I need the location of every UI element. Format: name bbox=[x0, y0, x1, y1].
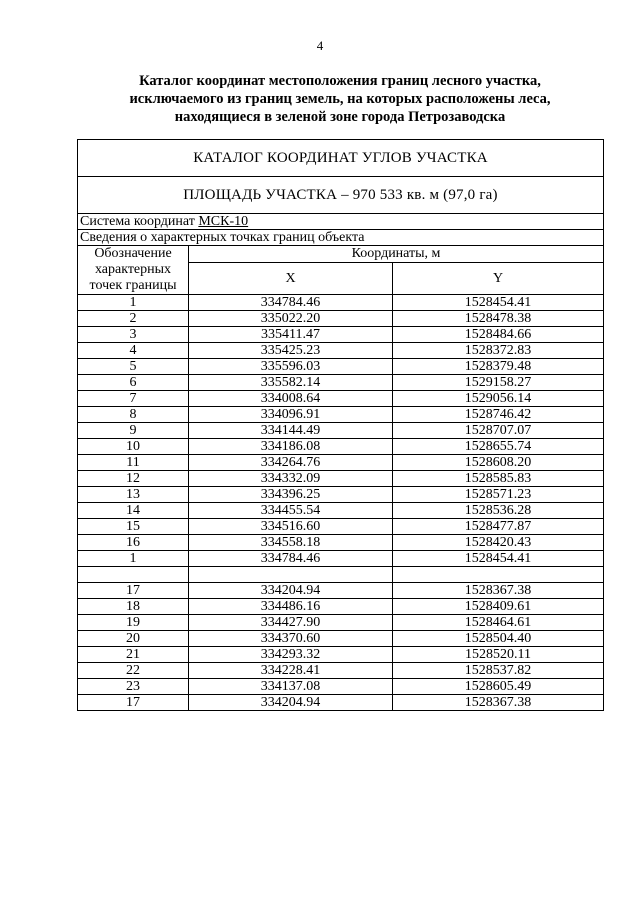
x-column-header: X bbox=[189, 262, 393, 294]
table-row bbox=[78, 647, 604, 663]
point-number: 2 bbox=[78, 311, 189, 327]
point-number: 16 bbox=[78, 535, 189, 551]
point-number: 1 bbox=[78, 551, 189, 567]
y-coordinate: 1528454.41 bbox=[393, 295, 604, 311]
x-coordinate: 335022.20 bbox=[189, 311, 393, 327]
point-number: 23 bbox=[78, 679, 189, 695]
table-row bbox=[78, 551, 604, 567]
table-row bbox=[78, 407, 604, 423]
x-coordinate: 335411.47 bbox=[189, 327, 393, 343]
x-coordinate: 334096.91 bbox=[189, 407, 393, 423]
point-number: 22 bbox=[78, 663, 189, 679]
mark-header-line: точек границы bbox=[89, 278, 177, 293]
point-number: 11 bbox=[78, 455, 189, 471]
table-row bbox=[78, 455, 604, 471]
y-column-header: Y bbox=[393, 262, 604, 294]
points-info-row: Сведения о характерных точках границ объекта bbox=[78, 230, 604, 246]
x-coordinate: 334516.60 bbox=[189, 519, 393, 535]
table-row bbox=[78, 615, 604, 631]
table-row bbox=[78, 439, 604, 455]
table-row bbox=[78, 503, 604, 519]
y-coordinate: 1528409.61 bbox=[393, 599, 604, 615]
point-number: 15 bbox=[78, 519, 189, 535]
x-coordinate: 334558.18 bbox=[189, 535, 393, 551]
point-number: 12 bbox=[78, 471, 189, 487]
y-coordinate: 1528608.20 bbox=[393, 455, 604, 471]
point-number: 21 bbox=[78, 647, 189, 663]
point-number: 5 bbox=[78, 359, 189, 375]
table-row bbox=[78, 535, 604, 551]
point-number: 13 bbox=[78, 487, 189, 503]
y-coordinate: 1528367.38 bbox=[393, 583, 604, 599]
table-row bbox=[78, 423, 604, 439]
coord-system-label: Система координат bbox=[80, 214, 199, 229]
x-coordinate: 334784.46 bbox=[189, 551, 393, 567]
title-line: находящиеся в зеленой зоне города Петрозаводска bbox=[174, 109, 506, 125]
table-row bbox=[78, 311, 604, 327]
table-row bbox=[78, 359, 604, 375]
y-coordinate: 1528420.43 bbox=[393, 535, 604, 551]
y-coordinate: 1528504.40 bbox=[393, 631, 604, 647]
y-coordinate: 1528372.83 bbox=[393, 343, 604, 359]
x-coordinate: 334144.49 bbox=[189, 423, 393, 439]
x-coordinate: 334370.60 bbox=[189, 631, 393, 647]
point-number: 19 bbox=[78, 615, 189, 631]
y-coordinate: 1528379.48 bbox=[393, 359, 604, 375]
y-coordinate: 1529056.14 bbox=[393, 391, 604, 407]
table-row bbox=[78, 599, 604, 615]
page-number: 4 bbox=[316, 38, 324, 53]
table-row bbox=[78, 695, 604, 711]
point-number: 7 bbox=[78, 391, 189, 407]
x-coordinate: 334486.16 bbox=[189, 599, 393, 615]
table-row bbox=[78, 487, 604, 503]
x-coordinate: 334228.41 bbox=[189, 663, 393, 679]
empty-cell bbox=[189, 567, 393, 583]
point-number: 1 bbox=[78, 295, 189, 311]
point-number: 6 bbox=[78, 375, 189, 391]
y-coordinate: 1528585.83 bbox=[393, 471, 604, 487]
empty-cell bbox=[78, 567, 189, 583]
point-number: 14 bbox=[78, 503, 189, 519]
x-coordinate: 334396.25 bbox=[189, 487, 393, 503]
table-row bbox=[78, 631, 604, 647]
y-coordinate: 1528454.41 bbox=[393, 551, 604, 567]
table-row bbox=[78, 375, 604, 391]
x-coordinate: 334455.54 bbox=[189, 503, 393, 519]
table-row bbox=[78, 295, 604, 311]
point-number: 18 bbox=[78, 599, 189, 615]
x-coordinate: 334427.90 bbox=[189, 615, 393, 631]
y-coordinate: 1528367.38 bbox=[393, 695, 604, 711]
table-row bbox=[78, 519, 604, 535]
x-coordinate: 334186.08 bbox=[189, 439, 393, 455]
point-number: 9 bbox=[78, 423, 189, 439]
table-row bbox=[78, 663, 604, 679]
y-coordinate: 1528478.38 bbox=[393, 311, 604, 327]
mark-column-header bbox=[78, 246, 189, 295]
area-header: ПЛОЩАДЬ УЧАСТКА – 970 533 кв. м (97,0 га) bbox=[78, 177, 604, 214]
point-number: 17 bbox=[78, 695, 189, 711]
table-row bbox=[78, 327, 604, 343]
point-number: 10 bbox=[78, 439, 189, 455]
x-coordinate: 334204.94 bbox=[189, 583, 393, 599]
x-coordinate: 334293.32 bbox=[189, 647, 393, 663]
separator-row bbox=[78, 567, 604, 583]
point-number: 4 bbox=[78, 343, 189, 359]
document-title bbox=[60, 72, 620, 126]
coord-system-value: МСК-10 bbox=[198, 214, 249, 229]
y-coordinate: 1528605.49 bbox=[393, 679, 604, 695]
y-coordinate: 1528655.74 bbox=[393, 439, 604, 455]
y-coordinate: 1528484.66 bbox=[393, 327, 604, 343]
x-coordinate: 334008.64 bbox=[189, 391, 393, 407]
coordinates-table bbox=[77, 139, 604, 711]
y-coordinate: 1528707.07 bbox=[393, 423, 604, 439]
x-coordinate: 334137.08 bbox=[189, 679, 393, 695]
x-coordinate: 334332.09 bbox=[189, 471, 393, 487]
point-number: 20 bbox=[78, 631, 189, 647]
x-coordinate: 335425.23 bbox=[189, 343, 393, 359]
point-number: 3 bbox=[78, 327, 189, 343]
y-coordinate: 1528746.42 bbox=[393, 407, 604, 423]
x-coordinate: 334264.76 bbox=[189, 455, 393, 471]
x-coordinate: 335582.14 bbox=[189, 375, 393, 391]
title-line: Каталог координат местоположения границ лесного участка, bbox=[139, 73, 541, 89]
mark-header-line: Обозначение bbox=[94, 246, 172, 261]
point-number: 8 bbox=[78, 407, 189, 423]
y-coordinate: 1528537.82 bbox=[393, 663, 604, 679]
y-coordinate: 1528536.28 bbox=[393, 503, 604, 519]
y-coordinate: 1528477.87 bbox=[393, 519, 604, 535]
y-coordinate: 1528520.11 bbox=[393, 647, 604, 663]
point-number: 17 bbox=[78, 583, 189, 599]
x-coordinate: 334784.46 bbox=[189, 295, 393, 311]
coords-column-header: Координаты, м bbox=[189, 246, 604, 263]
title-line: исключаемого из границ земель, на которых расположены леса, bbox=[129, 91, 551, 107]
table-row bbox=[78, 679, 604, 695]
table-row bbox=[78, 471, 604, 487]
table-row bbox=[78, 391, 604, 407]
y-coordinate: 1528464.61 bbox=[393, 615, 604, 631]
table-row bbox=[78, 343, 604, 359]
table-row bbox=[78, 583, 604, 599]
empty-cell bbox=[393, 567, 604, 583]
y-coordinate: 1528571.23 bbox=[393, 487, 604, 503]
y-coordinate: 1529158.27 bbox=[393, 375, 604, 391]
coord-system-row bbox=[78, 214, 604, 230]
x-coordinate: 335596.03 bbox=[189, 359, 393, 375]
x-coordinate: 334204.94 bbox=[189, 695, 393, 711]
mark-header-line: характерных bbox=[94, 262, 172, 277]
catalog-header: КАТАЛОГ КООРДИНАТ УГЛОВ УЧАСТКА bbox=[78, 140, 604, 177]
